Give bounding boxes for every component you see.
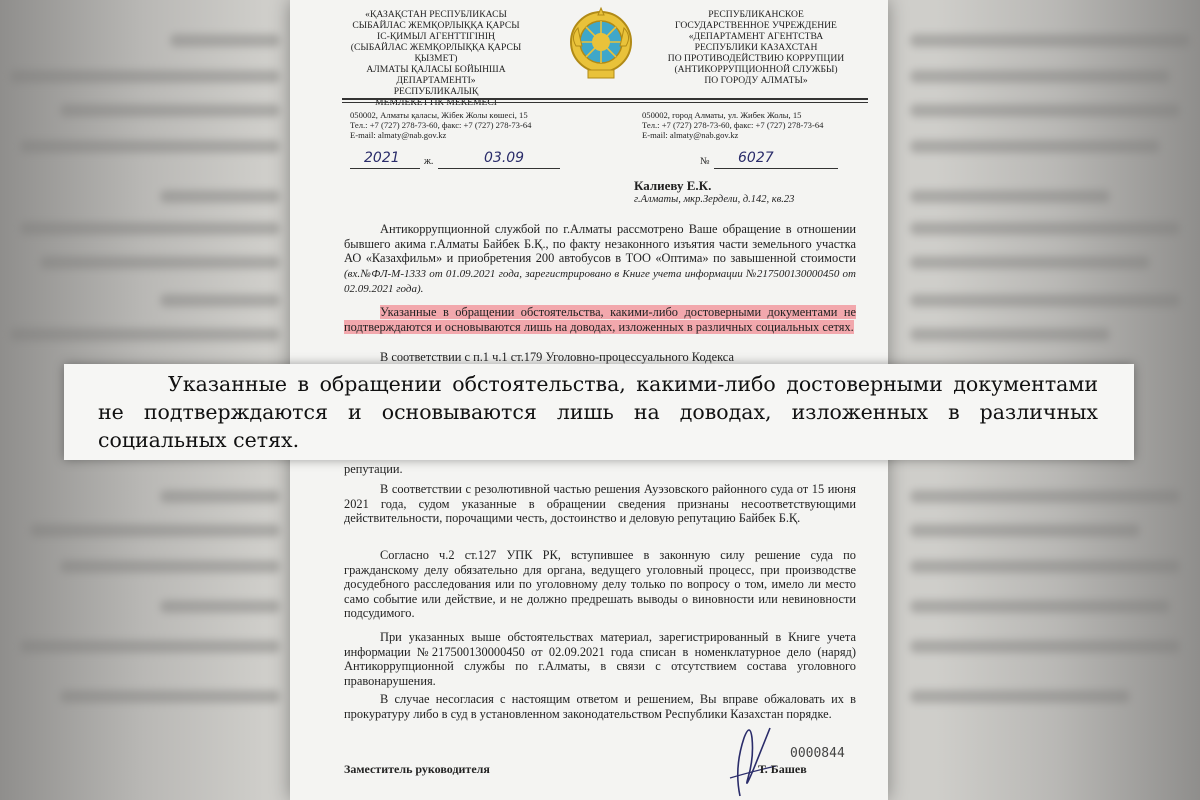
paragraph-3: В соответствии с п.1 ч.1 ст.179 Уголовно-процессуального Кодекса (380, 350, 734, 364)
address-line: Тел.: +7 (727) 278-73-60, факс: +7 (727) 278-73-64 (642, 120, 824, 130)
highlighted-text: Указанные в обращении обстоятельства, какими-либо достоверными документами не подтверждаются и основываются лишь на доводах, изложенных в различных социальных сетях. (344, 305, 856, 334)
paragraph-4: В соответствии с резолютивной частью решения Ауэзовского районного суда от 15 июня 2021 года, судом указанные в обращении сведения признаны несоответствующими действительности, порочащими честь, достоинство и деловую репутацию Байбек Б.Қ. (344, 482, 856, 526)
address-line: 050002, город Алматы, ул. Жибек Жолы, 15 (642, 110, 802, 120)
header-right-line: (АНТИКОРРУПЦИОННОЙ СЛУЖБЫ) (674, 64, 838, 75)
paragraph-7: В случае несогласия с настоящим ответом и решением, Вы вправе обжаловать их в прокуратуру либо в суд в установленном законодательством Республики Казахстан порядке. (344, 692, 856, 721)
header-right-line: ПО ПРОТИВОДЕЙСТВИЮ КОРРУПЦИИ (667, 53, 845, 64)
address-line: Тел.: +7 (727) 278-73-60, факс: +7 (727) 278-73-64 (350, 120, 532, 130)
outgoing-number: 6027 (738, 150, 774, 166)
address-right (642, 110, 868, 140)
number-underline (714, 168, 838, 169)
header-right-line: РЕСПУБЛИКАНСКОЕ (708, 9, 804, 20)
paragraph-3-tail: репутации. (344, 462, 403, 476)
header-left-kazakh (332, 9, 540, 108)
zoomed-quote-callout (64, 364, 1134, 460)
addressee-name: Калиеву Е.К. (634, 178, 712, 193)
header-left-line: АЛМАТЫ ҚАЛАСЫ БОЙЫНША ДЕПАРТАМЕНТІ» (366, 64, 506, 86)
header-left-line: «ҚАЗАҚСТАН РЕСПУБЛИКАСЫ (365, 9, 507, 20)
date-underline (438, 168, 560, 169)
address-left (350, 110, 600, 140)
number-label: № (700, 156, 710, 167)
header-right-russian (652, 9, 860, 86)
date-underline (350, 168, 420, 169)
document-serial-number: 0000844 (790, 746, 845, 761)
date-suffix: ж. (424, 156, 434, 167)
date-year: 2021 (364, 150, 400, 166)
header-left-line: ІС-ҚИМЫЛ АГЕНТТІГІНІҢ (377, 31, 495, 42)
paragraph-1-text: Антикоррупционной службой по г.Алматы рассмотрено Ваше обращение в отношении бывшего акима г.Алматы Байбек Б.Қ., по факту незаконного изъятия части земельного участка АО «Казахфильм» и приобретения 200 автобусов в ТОО «Оптима» по завышенной стоимости (344, 222, 856, 266)
paragraph-1 (344, 222, 856, 297)
signatory-name: Т. Башев (758, 762, 807, 776)
header-right-line: РЕСПУБЛИКИ КАЗАХСТАН (694, 42, 818, 53)
paragraph-1-reference: (вх.№ФЛ-М-1333 от 01.09.2021 года, зарегистрировано в Книге учета информации №217500130000450 от 02.09.2021 года). (344, 267, 856, 296)
header-left-line: (СЫБАЙЛАС ЖЕМҚОРЛЫҚҚА ҚАРСЫ ҚЫЗМЕТ) (350, 42, 522, 64)
paragraph-2-highlighted (344, 305, 856, 334)
address-line: E-mail: almaty@nab.gov.kz (642, 130, 739, 140)
header-right-line: ПО ГОРОДУ АЛМАТЫ» (704, 75, 808, 86)
header-divider-thin (342, 102, 868, 103)
kazakhstan-emblem-icon (568, 6, 634, 82)
header-left-line: СЫБАЙЛАС ЖЕМҚОРЛЫҚҚА ҚАРСЫ (352, 20, 520, 31)
zoomed-quote-text: Указанные в обращении обстоятельства, какими-либо достоверными документами не подтверждаются и основываются лишь на доводах, изложенных в различных социальных сетях. (98, 372, 1098, 452)
header-right-line: ГОСУДАРСТВЕННОЕ УЧРЕЖДЕНИЕ (675, 20, 837, 31)
header-divider (342, 98, 868, 100)
header-left-line: РЕСПУБЛИКАЛЫҚ (393, 86, 479, 97)
header-right-line: «ДЕПАРТАМЕНТ АГЕНТСТВА (688, 31, 824, 42)
address-line: E-mail: almaty@nab.gov.kz (350, 130, 447, 140)
handwritten-signature (710, 708, 790, 798)
addressee-address: г.Алматы, мкр.Зердели, д.142, кв.23 (634, 194, 795, 205)
signatory-position: Заместитель руководителя (344, 762, 490, 776)
paragraph-6: При указанных выше обстоятельствах материал, зарегистрированный в Книге учета информации №217500130000450 от 02.09.2021 года списан в номенклатурное дело (наряд) Антикоррупционной службы по г.Алматы, в связи с отсутствием состава уголовного правонарушения. (344, 630, 856, 688)
date-day: 03.09 (484, 150, 525, 166)
paragraph-5: Согласно ч.2 ст.127 УПК РК, вступившее в законную силу решение суда по гражданскому делу обязательно для органа, ведущего уголовный процесс, при производстве досудебного расследования или по уголовному делу только по вопросу о том, имело ли место само событие или действие, и не должно предрешать выводы о виновности или невиновности подсудимого. (344, 548, 856, 621)
address-line: 050002, Алматы қаласы, Жібек Жолы көшесі, 15 (350, 110, 528, 120)
